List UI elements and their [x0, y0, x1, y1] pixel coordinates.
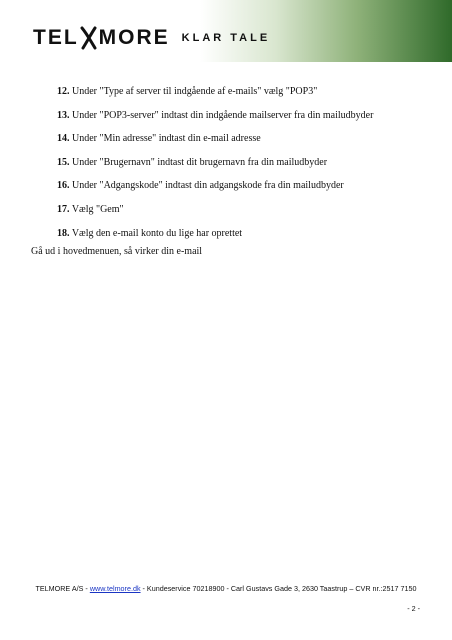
step-number: 13.: [57, 109, 70, 121]
step-item: [57, 157, 427, 169]
step-number: 18.: [57, 227, 70, 239]
step-text: Under "Type af server til indgående af e-mails" vælg "POP3": [72, 86, 318, 97]
step-text: Vælg den e-mail konto du lige har oprettet: [71, 227, 243, 239]
step-item: [57, 180, 427, 192]
page-number: - 2 -: [407, 604, 420, 613]
step-text: Under "POP3-server" indtast din indgående mailserver fra din mailudbyder: [72, 109, 374, 121]
step-item: [57, 110, 427, 122]
step-item: [57, 133, 427, 145]
step-text: Under "Brugernavn" indtast dit brugernavn fra din mailudbyder: [72, 156, 328, 168]
step-number: 14.: [57, 133, 70, 145]
logo-wordmark: [33, 26, 170, 50]
step-item: [57, 86, 427, 98]
telmore-swoosh-icon: [80, 26, 98, 50]
closing-instruction: Gå ud i hovedmenuen, så virker din e-mail: [31, 246, 203, 257]
footer-company: TELMORE A/S -: [35, 584, 90, 593]
logo-text-left: TEL: [33, 26, 79, 49]
step-number: 12.: [57, 86, 70, 97]
footer-website-link[interactable]: www.telmore.dk: [89, 584, 141, 593]
page-header: [0, 0, 452, 80]
step-number: 15.: [57, 156, 70, 168]
step-number: 16.: [57, 180, 70, 192]
step-text: Under "Min adresse" indtast din e-mail adresse: [72, 133, 261, 145]
step-item: [57, 204, 427, 216]
logo-tagline: KLAR TALE: [181, 32, 271, 44]
instruction-steps: [57, 86, 427, 251]
footer-contact-details: - Kundeservice 70218900 - Carl Gustavs Gade 3, 2630 Taastrup – CVR nr.:2517 7150: [140, 584, 417, 593]
step-number: 17.: [57, 203, 70, 215]
step-text: Vælg "Gem": [71, 203, 124, 215]
page-footer: [0, 584, 452, 594]
logo-text-right: MORE: [98, 26, 170, 49]
step-item: [57, 228, 427, 240]
telmore-logo: [33, 26, 270, 50]
step-text: Under "Adgangskode" indtast din adgangskode fra din mailudbyder: [72, 180, 344, 192]
